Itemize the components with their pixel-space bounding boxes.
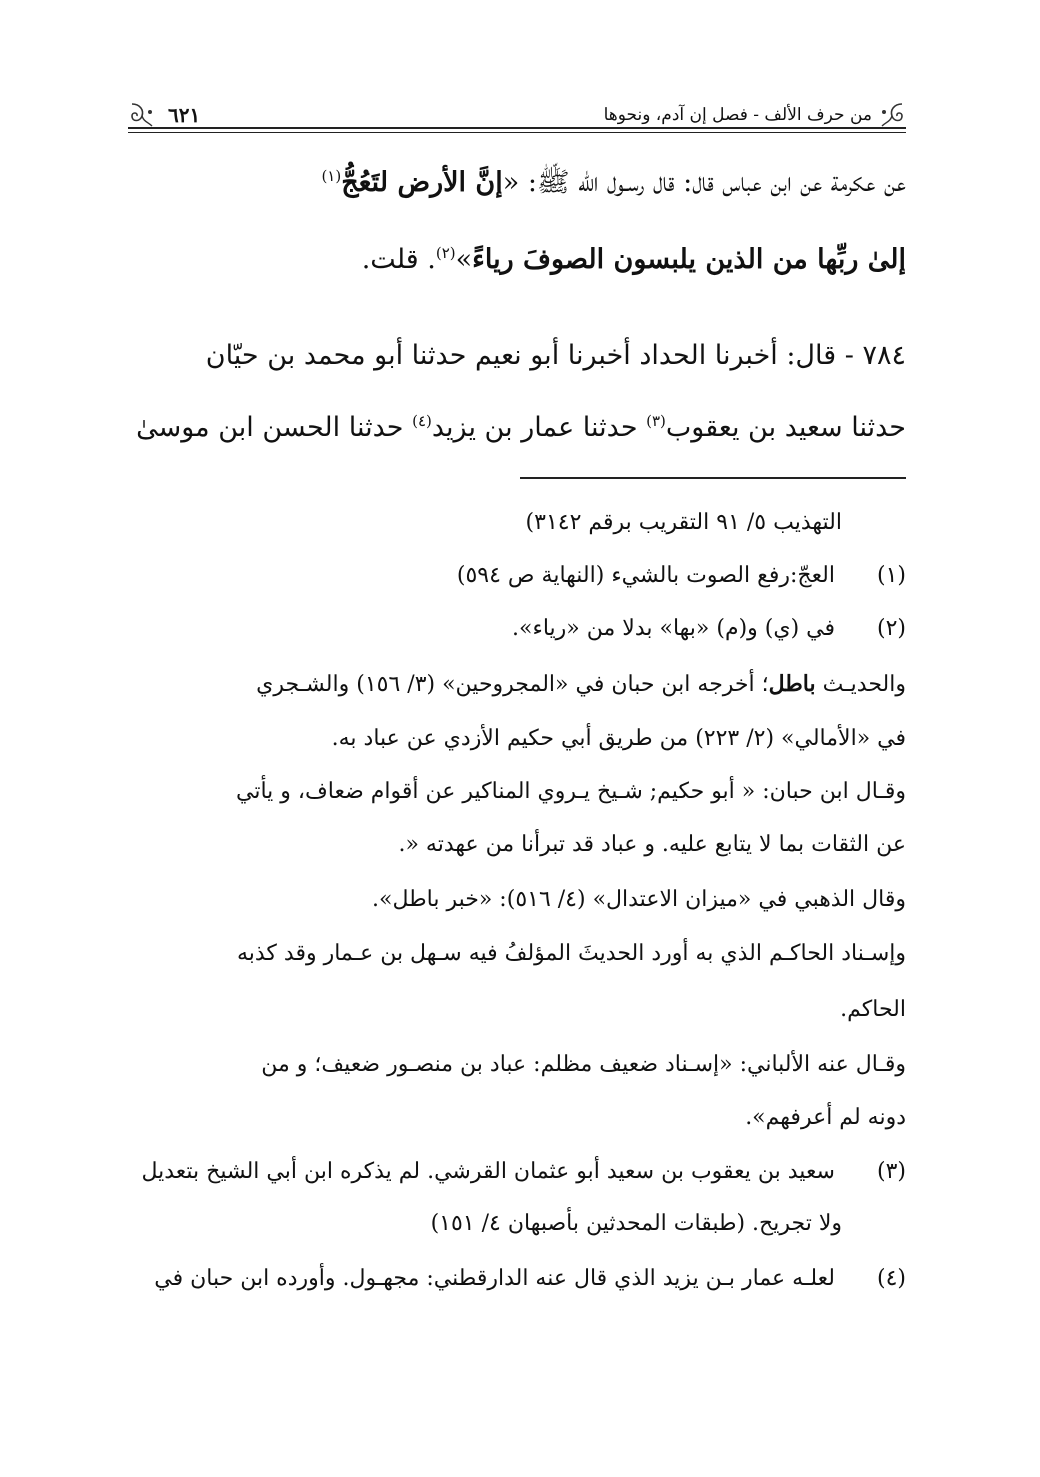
footnote-separator — [520, 477, 906, 479]
header-title: من حرف الألف - فصل إن آدم، ونحوها — [603, 105, 872, 125]
footnote-2-line: وقـال عنه الألباني: «إسـناد ضعيف مظلم: عباد بن منصـور ضعيف؛ و من — [261, 1052, 906, 1077]
footnote-2-line: وإسـناد الحاكـم الذي به أورد الحديثَ المؤلفُ فيه سـهل بن عـمار وقد كذبه — [236, 941, 906, 966]
body-line-1: عن عكرمة عن ابن عباس قال: قال رسـول الله ﷺ: «إنَّ الأرض لتَعُجُّ$^{(١)}$ — [321, 167, 906, 198]
footnote-number: (٤) — [876, 1266, 906, 1291]
footnote-1: (١) العجّ:رفع الصوت بالشيء (النهاية ص ٥٩٤) — [128, 560, 906, 591]
footnote-ref-1: (١) — [321, 167, 342, 185]
footnote-2-line: عن الثقات بما لا يتابع عليه. و عباد قد تبرأنا من عهدته «. — [398, 832, 906, 857]
footnote-ref-4: (٤) — [412, 412, 432, 430]
corner-ornament-left-icon — [128, 100, 158, 130]
footnote-2: (٢) في (ي) و(م) «بها» بدلا من «رياء». — [128, 613, 906, 644]
page-number: ٦٢١ — [168, 103, 201, 127]
footnote-2-line: في «الأمالي» (٢/ ٢٢٣) من طريق أبي حكيم الأزدي عن عباد به. — [331, 726, 906, 751]
footnote-number: (٢) — [876, 616, 906, 641]
footnote-number: (١) — [876, 563, 906, 588]
footnote-2-line: الحاكم. — [840, 997, 906, 1022]
footnote-2-line: دونه لم أعرفهم». — [745, 1105, 906, 1130]
footnote-2-line: والحديـث باطل؛ أخرجه ابن حبان في «المجروحين» (٣/ ١٥٦) والشـجري — [256, 671, 906, 697]
body-line-3: ٧٨٤ - قال: أخبرنا الحداد أخبرنا أبو نعيم حدثنا أبو محمد بن حيّان — [205, 340, 906, 371]
body-line-2: إلىٰ ربِّها من الذين يلبسون الصوفَ رياءً»$^{(٢)}$. قلت. — [361, 244, 906, 275]
footnote-ref-2: (٢) — [435, 244, 456, 262]
body-line-4: حدثنا سعيد بن يعقوب$^{(٣)}$ حدثنا عمار بن يزيد$^{(٤)}$ حدثنا الحسن ابن موسىٰ — [136, 412, 906, 443]
footnote-number: (٣) — [876, 1159, 906, 1184]
footnote-continuation: التهذيب ٥/ ٩١ التقريب برقم ٣١٤٢) — [525, 510, 842, 535]
footnote-4: (٤) لعلـه عمار بـن يزيد الذي قال عنه الدارقطني: مجهـول. وأورده ابن حبان في — [128, 1263, 906, 1294]
footnote-2-line: وقـال ابن حبان: « أبو حكيم; شـيخ يـروي المناكير عن أقوام ضعاف، و يأتي — [236, 779, 906, 804]
footnote-3: (٣) سعيد بن يعقوب بن سعيد أبو عثمان القرشي. لم يذكره ابن أبي الشيخ بتعديل — [128, 1156, 906, 1187]
header-rule — [128, 127, 906, 133]
footnote-ref-3: (٣) — [646, 412, 666, 430]
footnote-2-line: وقال الذهبي في «ميزان الاعتدال» (٤/ ٥١٦): «خبر باطل». — [372, 887, 906, 912]
running-header — [128, 100, 906, 136]
footnote-3-line: ولا تجريح. (طبقات المحدثين بأصبهان ٤/ ١٥١) — [430, 1211, 842, 1236]
